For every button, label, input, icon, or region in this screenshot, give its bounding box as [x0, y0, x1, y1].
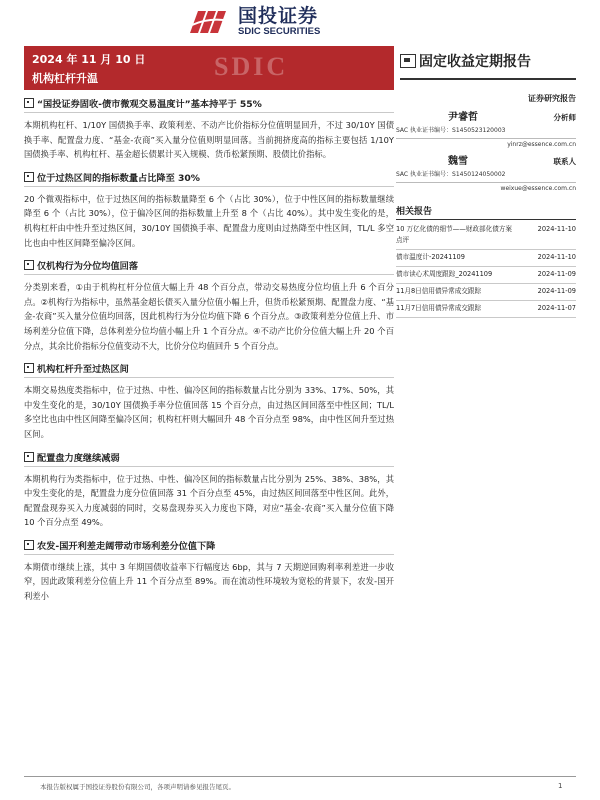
- section-heading: [24, 258, 394, 272]
- related-report-name: 11月8日信用债异常成交跟踪: [396, 287, 482, 295]
- section-paragraph: 分类别来看，①由于机构杠杆分位值大幅上升 48 个百分点，带动交易热度分位均值上升 6 个百分点。②机构行为指标中，虽然基金超长债买入量分位值小幅上升，但货币松紧预期、配置盘力度、“基金-农商”买入量分位值均回落，因此机构行为分位均值下降 6 个百分点。③政策利差分位值上升、市场利差分位值下降，总体利差分位均值小幅上升 1 个百分点。④不动产比价分位值大幅上升 20 个百分点，其余比价指标分位值变动不大，比价分位均值回升 5 个百分点。: [24, 282, 394, 351]
- heading-bullet-icon: [24, 452, 34, 462]
- section-heading: [24, 361, 394, 375]
- analyst-name: 尹睿哲: [448, 112, 478, 123]
- section-heading-text: 位于过热区间的指标数量占比降至 30%: [37, 172, 201, 184]
- related-report-name: 债市温度计-20241109: [396, 253, 465, 261]
- heading-divider: [24, 554, 394, 555]
- contact-name: 魏雪: [448, 156, 468, 167]
- footer-divider: [24, 776, 576, 777]
- related-report-name: 债市读心术周度跟踪_20241109: [396, 270, 493, 278]
- section-heading-text: “国投证券固收-债市微观交易温度计”基本持平于 55%: [37, 99, 262, 110]
- logo-name-en: SDIC SECURITIES: [238, 26, 321, 37]
- related-report-item[interactable]: [396, 284, 576, 301]
- analyst-sac: SAC 执业证书编号：S1450523120003: [396, 127, 506, 134]
- contact-divider: [396, 182, 576, 183]
- section-paragraph: 20 个微观指标中，位于过热区间的指标数量降至 6 个（占比 30%），位于中性区间的指标数量继续降至 6 个（占比 30%），位于偏冷区间的指标数量上升至 8 个（占比 40%）。其中发生变化的是，机构杠杆由中性升至过热区间，30/10Y 国债换手率、配置盘力度则由过热降至中性区间，TL/L 多空比也由中性区间降至偏冷区间。: [24, 193, 394, 248]
- contact-email[interactable]: weixue@essence.com.cn: [500, 185, 576, 192]
- contact-card: [396, 152, 576, 192]
- heading-divider: [24, 377, 394, 378]
- heading-divider: [24, 466, 394, 467]
- report-type: 固定收益定期报告: [419, 54, 531, 70]
- sidebar-section-label: 证券研究报告: [528, 94, 576, 103]
- related-reports-title: 相关报告: [396, 204, 576, 220]
- heading-bullet-icon: [24, 540, 34, 550]
- logo-name-cn: 国投证券: [238, 5, 319, 27]
- heading-bullet-icon: [24, 172, 34, 182]
- banner-watermark: SDIC: [214, 52, 289, 81]
- related-report-item[interactable]: [396, 267, 576, 284]
- company-logo: [188, 6, 320, 37]
- related-report-item[interactable]: [396, 250, 576, 267]
- page-number: 1: [558, 782, 563, 790]
- heading-bullet-icon: [24, 363, 34, 373]
- related-report-name: 11月7日信用债异常成交跟踪: [396, 304, 482, 312]
- heading-divider: [24, 274, 394, 275]
- section-heading: [24, 538, 394, 552]
- heading-divider: [24, 112, 394, 113]
- section-paragraph: 本期机构杠杆、1/10Y 国债换手率、政策利差、不动产比价指标分位值明显回升，不过 30/10Y 国债换手率、配置盘力度、“基金-农商”买入量分位值则明显回落。当前拥挤度高的指标主要包括 1/10Y 国债换手率、机构杠杆、基金超长债累计买入规模、货币松紧预期、股债比价指标。: [24, 120, 394, 160]
- related-report-date: 2024-11-09: [537, 270, 576, 278]
- report-title: 机构杠杆升温: [32, 72, 98, 85]
- related-report-name: 10 万亿化债的细节——财政部化债方案点评: [396, 225, 512, 244]
- section-paragraph: 本期交易热度类指标中，位于过热、中性、偏冷区间的指标数量占比分别为 33%、17%、50%，其中发生变化的是，30/10Y 国债换手率分位值回落 15 个百分点，由过热区间回落至中性区间；TL/L 多空比也由中性区间降至偏冷区间；机构杠杆则大幅回升 48 个百分点至 98%，由中性区间升至过热区间。: [24, 385, 394, 439]
- section-heading-text: 机构杠杆升至过热区间: [37, 364, 129, 376]
- related-report-item[interactable]: [396, 222, 576, 250]
- report-type-divider: [400, 78, 576, 80]
- heading-bullet-icon: [24, 98, 34, 108]
- sidebar-section-label-wrap: [396, 93, 576, 104]
- section-paragraph: 本期机构行为类指标中，位于过热、中性、偏冷区间的指标数量占比分别为 25%、38%、38%，其中发生变化的是，配置盘力度分位值回落 31 个百分点至 45%，由过热区间回落至中性区间。此外，配置盘现券买入力度减弱的同时，交易盘现券买入力度也下降，对应“基金-农商”买入量分位值下降 10 个百分点至 49%。: [24, 473, 394, 528]
- report-date: 2024 年 11 月 10 日: [32, 53, 146, 66]
- contact-sac: SAC 执业证书编号：S1450124050002: [396, 171, 506, 178]
- report-body: [24, 96, 394, 604]
- footer-disclaimer: 本报告版权属于国投证券股份有限公司，各项声明请参见报告尾页。: [40, 783, 235, 791]
- header-banner: [24, 46, 394, 90]
- heading-divider: [24, 186, 394, 187]
- related-report-date: 2024-11-10: [537, 225, 576, 233]
- section-heading: [24, 170, 394, 184]
- contact-role: 联系人: [553, 157, 576, 166]
- analyst-card: [396, 108, 576, 148]
- section-heading-text: 农发-国开利差走阔带动市场利差分位值下降: [37, 540, 216, 552]
- related-report-date: 2024-11-09: [537, 287, 576, 295]
- analyst-email[interactable]: yinrz@essence.com.cn: [507, 141, 576, 148]
- section-paragraph: 本期债市继续上涨，其中 3 年期国债收益率下行幅度达 6bp，其与 7 天期逆回购利率利差进一步收窄，因此政策利差分位值上升 11 个百分点至 89%。而在流动性环境较为宽松的背景下，农发-国开利差小: [24, 561, 394, 602]
- section-heading: [24, 450, 394, 464]
- section-heading-text: 配置盘力度继续减弱: [37, 452, 120, 464]
- analyst-divider: [396, 138, 576, 139]
- analyst-role: 分析师: [553, 113, 576, 122]
- heading-bullet-icon: [24, 260, 34, 270]
- section-heading: [24, 96, 394, 110]
- related-report-date: 2024-11-10: [537, 253, 576, 261]
- related-report-date: 2024-11-07: [537, 304, 576, 312]
- related-report-item[interactable]: [396, 301, 576, 318]
- section-heading-text: 仅机构行为分位均值回落: [37, 261, 139, 273]
- report-type-header: [400, 46, 576, 76]
- logo-mark-icon: [188, 7, 232, 37]
- related-reports-list: [396, 222, 576, 318]
- report-type-icon: [400, 54, 416, 68]
